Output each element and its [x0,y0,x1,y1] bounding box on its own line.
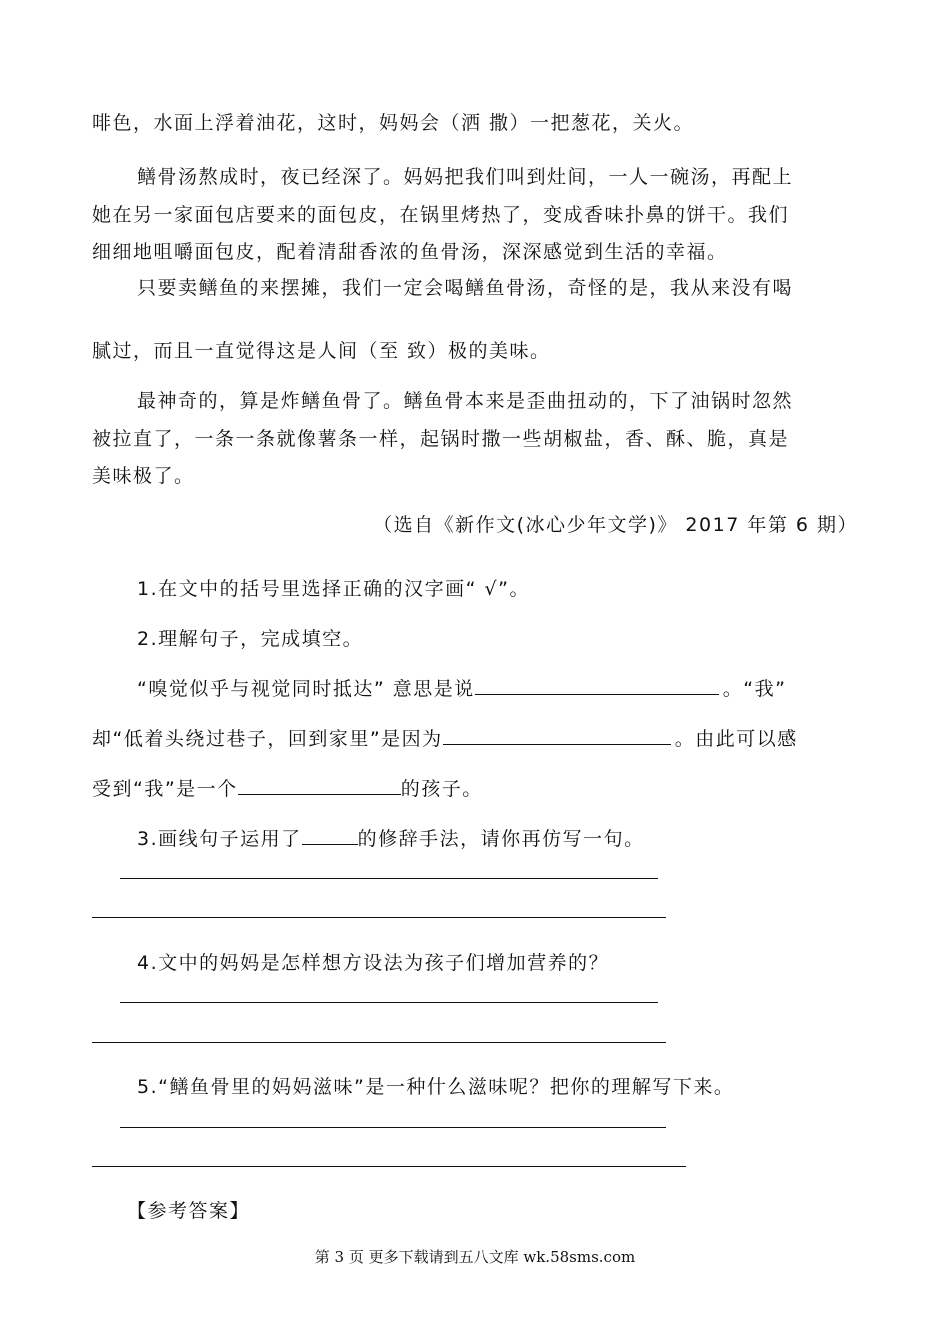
q2-a-text: “嗅觉似乎与视觉同时抵达” 意思是说 [137,678,475,700]
q2-c-text-end: 的孩子。 [400,778,483,800]
passage-line: 鳝骨汤熬成时，夜已经深了。妈妈把我们叫到灶间，一人一碗汤，再配上 [137,166,794,188]
q2-b-text: 却“低着头绕过巷子，回到家里”是因为 [92,728,443,750]
fill-blank[interactable] [475,674,719,695]
question-1: 1.在文中的括号里选择正确的汉字画“ √”。 [137,578,530,600]
passage-line: 啡色，水面上浮着油花，这时，妈妈会（洒 撒）一把葱花，关火。 [92,112,695,134]
answer-line[interactable] [92,1042,666,1043]
passage-line: 只要卖鳝鱼的来摆摊，我们一定会喝鳝鱼骨汤，奇怪的是，我从来没有喝 [137,277,794,299]
question-4: 4.文中的妈妈是怎样想方设法为孩子们增加营养的？ [137,952,610,974]
question-5: 5.“鳝鱼骨里的妈妈滋味”是一种什么滋味呢？把你的理解写下来。 [137,1076,735,1098]
passage-line: 被拉直了，一条一条就像薯条一样，起锅时撒一些胡椒盐，香、酥、脆，真是 [92,428,790,450]
answer-line[interactable] [120,1002,658,1003]
q2-c-text: 受到“我”是一个 [92,778,238,800]
answer-line[interactable] [120,878,658,879]
answer-line[interactable] [92,917,666,918]
question-2: 2.理解句子，完成填空。 [137,628,364,650]
answer-heading: 【参考答案】 [127,1200,251,1222]
page-footer: 第 3 页 更多下载请到五八文库 wk.58sms.com [314,1248,636,1266]
passage-line: 最神奇的，算是炸鳝鱼骨了。鳝鱼骨本来是歪曲扭动的，下了油锅时忽然 [137,390,794,412]
q2-b-text-end: 。由此可以感 [674,728,798,750]
answer-line[interactable] [92,1166,686,1167]
q3-text-end: 的修辞手法，请你再仿写一句。 [357,828,645,850]
question-2-sentence-c [92,774,483,801]
passage-line: 她在另一家面包店要来的面包皮，在锅里烤热了，变成香味扑鼻的饼干。我们 [92,204,790,226]
passage-line: 细细地咀嚼面包皮，配着清甜香浓的鱼骨汤，深深感觉到生活的幸福。 [92,241,728,263]
q2-a-text-end: 。“我” [722,678,787,700]
fill-blank[interactable] [443,724,671,745]
question-2-sentence-a [137,674,786,701]
question-3 [137,824,645,851]
answer-line[interactable] [120,1127,666,1128]
question-2-sentence-b [92,724,798,751]
source-citation: （选自《新作文(冰心少年文学)》 2017 年第 6 期） [373,514,858,536]
passage-line: 美味极了。 [92,465,195,487]
fill-blank[interactable] [238,774,401,795]
passage-line: 腻过，而且一直觉得这是人间（至 致）极的美味。 [92,340,551,362]
fill-blank[interactable] [302,824,358,845]
q3-text: 3.画线句子运用了 [137,828,302,850]
